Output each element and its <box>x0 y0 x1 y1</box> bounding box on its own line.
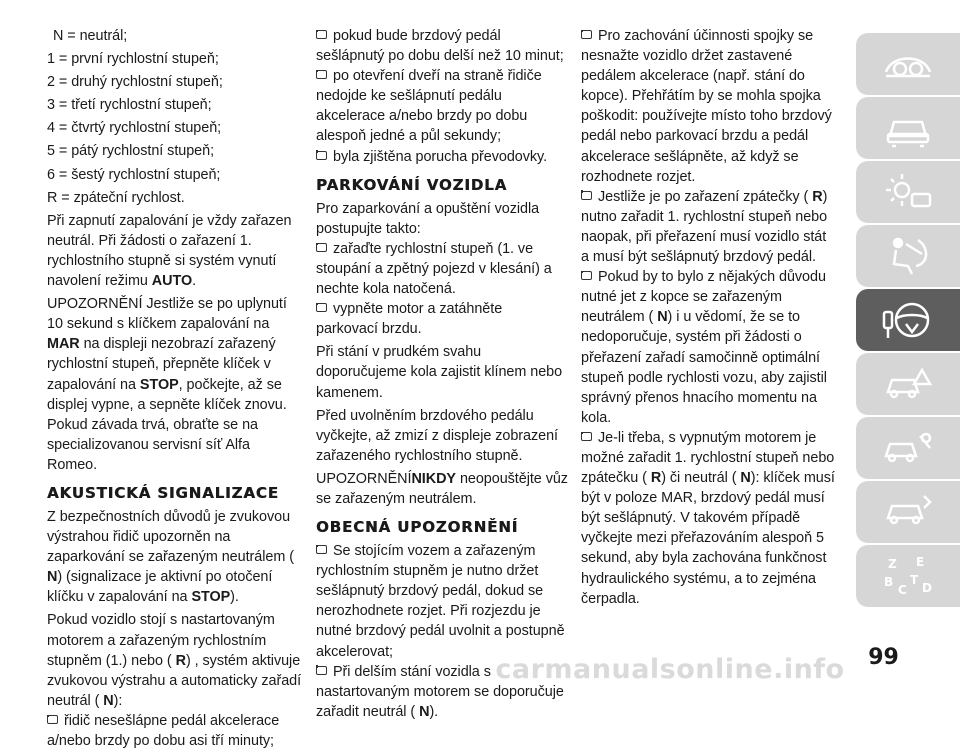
bullet-icon <box>316 70 327 79</box>
text: . <box>192 273 197 290</box>
bold-term: N <box>740 470 751 487</box>
tab-safety[interactable] <box>856 97 960 159</box>
tab-index[interactable] <box>856 545 960 607</box>
bullet-text: Jestliže je po zařazení zpátečky ( <box>598 188 813 205</box>
bullet-item <box>581 267 835 428</box>
bold-term: MAR <box>47 336 80 353</box>
page-number: 99 <box>868 645 899 670</box>
bullet-text: Pokud by to bylo z nějakých důvodu nutné jet z kopce se zařazeným neutrálem ( <box>581 269 826 326</box>
gear-list <box>47 26 302 208</box>
car-dashboard-icon <box>882 42 934 86</box>
bullet-text: Je-li třeba, s vypnutým motorem je možné zařadit 1. rychlostní stupeň nebo zpátečku ( <box>581 429 835 487</box>
bullet-text: vypněte motor a zatáhněte parkovací brzdu. <box>316 301 503 338</box>
gear-item: R = zpáteční rychlost. <box>47 189 185 206</box>
bullet-icon <box>316 303 327 312</box>
index-letter: B <box>884 575 894 589</box>
bullet-icon <box>316 545 327 554</box>
bold-term: N <box>657 309 668 326</box>
bullet-text: zařaďte rychlostní stupeň (1. ve stoupání a zpětný pojezd v klesání) a nechte kola natočená. <box>316 240 552 298</box>
car-breakdown-icon <box>882 362 934 406</box>
chapter-tabs <box>856 33 960 609</box>
text: UPOZORNĚNÍ <box>316 470 412 487</box>
text: ): <box>113 692 123 709</box>
tab-emergency[interactable] <box>856 353 960 415</box>
text: ) (signalizace je aktivní po otočení klíčku v zapalování na <box>47 569 273 606</box>
index-letters-icon <box>882 554 934 598</box>
airbag-seat-icon <box>882 234 934 278</box>
tab-dashboard[interactable] <box>856 33 960 95</box>
bullet-icon <box>581 30 592 39</box>
paragraph-ignition <box>47 211 302 291</box>
bold-term: N <box>103 692 114 709</box>
tab-technical-data[interactable] <box>856 481 960 543</box>
tab-airbag[interactable] <box>856 225 960 287</box>
bold-term: NIKDY <box>411 470 456 487</box>
index-letter: T <box>910 573 919 587</box>
bullet-item <box>316 239 568 299</box>
text: ) nutno zařadit 1. rychlostní stupeň nebo naopak, při přeřazení musí vozidlo stát a musí být sešlápnutý brzdový pedál. <box>581 188 828 266</box>
steering-wheel-key-icon <box>882 298 934 342</box>
bullet-text: pokud bude brzdový pedál sešlápnutý po dobu delší než 10 minut; <box>316 28 564 65</box>
gear-item: 2 = druhý rychlostní stupeň; <box>47 74 223 91</box>
text: ) či neutrál ( <box>661 470 741 487</box>
index-letter: D <box>922 581 932 595</box>
text: na displeji nezobrazí zařazený rychlostní stupeň, přepněte klíček v zapalování na <box>47 336 276 393</box>
text: ): klíček musí být v poloze MAR, brzdový pedál musí být sešlápnutý. V takovém případě vyčkejte mezi přeřazováním alespoň 5 sekund, aby byla zachována funkčnost hydraulického systému, a to zejména čerpadla. <box>581 470 835 607</box>
bullet-icon <box>47 715 58 724</box>
paragraph-engine-running <box>47 610 302 710</box>
technical-data-car-icon <box>882 490 934 534</box>
bullet-text: po otevření dveří na straně řidiče nedojde ke sešlápnutí pedálu akcelerace a/nebo brzdy po dobu alespoň jedné a půl sekundy; <box>316 68 542 145</box>
bullet-item <box>581 26 835 187</box>
text: ) , systém aktivuje zvukovou výstrahu a automaticky zařadí neutrál ( <box>47 652 302 709</box>
section-heading-parking: PARKOVÁNÍ VOZIDLA <box>316 175 508 194</box>
index-letter: Z <box>888 557 897 571</box>
text: Pokud vozidlo stojí s nastartovaným motorem a zařazeným rychlostním stupněm (1.) nebo ( <box>47 612 275 669</box>
bold-term: N <box>47 569 58 586</box>
bullet-item <box>316 66 568 146</box>
warning-lights-icon <box>882 170 934 214</box>
bullet-text: Při delším stání vozidla s nastartovaným motorem se doporučuje zařadit neutrál ( <box>316 663 564 720</box>
bullet-text: Pro zachování účinnosti spojky se nesnažte vozidlo držet zastavené pedálem akcelerace (např. stání do kopce). Přehřátím by se mohla spojka poškodit: používejte místo toho brzdový pedál nebo parkovací brzdu a pedál akcelerace sešlápněte, až když se rozhodnete rozjet. <box>581 28 832 185</box>
paragraph-safety <box>47 507 302 607</box>
gear-item: 3 = třetí rychlostní stupeň; <box>47 97 212 114</box>
bullet-text: Se stojícím vozem a zařazeným rychlostním stupněm je nutno držet sešlápnutý brzdový pedál, dokud se nerozhodnete rozjet. Při rozjezdu je nutné brzdový pedál uvolnit a postupně akcelerovat; <box>316 543 565 660</box>
section-heading-acoustic-signal: AKUSTICKÁ SIGNALIZACE <box>47 483 279 502</box>
bold-term: R <box>650 470 662 487</box>
bold-term: R <box>175 652 186 669</box>
paragraph-parking-intro: Pro zaparkování a opuštění vozidla postupujte takto: <box>316 200 540 237</box>
bullet-text: byla zjištěna porucha převodovky. <box>333 148 548 165</box>
paragraph-brake-release: Před uvolněním brzdového pedálu vyčkejte, až zmizí z displeje zobrazení zařazeného rychlostního stupně. <box>316 407 558 464</box>
bold-term: AUTO <box>151 273 193 290</box>
column-2 <box>316 26 568 722</box>
gear-item: N = neutrál; <box>53 28 128 44</box>
bullet-icon <box>581 271 592 280</box>
text: ). <box>429 703 439 720</box>
maintenance-car-icon <box>882 426 934 470</box>
bullet-item <box>581 187 835 267</box>
bullet-item <box>47 711 302 751</box>
text: ). <box>230 589 239 606</box>
index-letter: E <box>916 555 925 569</box>
bullet-item <box>316 26 568 66</box>
gear-item: 5 = pátý rychlostní stupeň; <box>47 143 215 160</box>
bullet-item <box>316 147 568 167</box>
bold-term: STOP <box>139 376 179 393</box>
gear-item: 4 = čtvrtý rychlostní stupeň; <box>47 120 222 137</box>
bullet-item <box>581 428 835 609</box>
tab-maintenance[interactable] <box>856 417 960 479</box>
bullet-item <box>316 299 568 339</box>
bold-term: R <box>812 188 823 205</box>
bullet-text: řidič nesešlápne pedál akcelerace a/nebo brzdy po dobu asi tří minuty; <box>47 712 280 749</box>
text: ) i u vědomí, že se to nedoporučuje, systém při žádosti o přeřazení zařadí samočinně optimální stupeň podle rychlosti vozu, aby zajistil správný přenos hnacího momentu na kola. <box>581 309 827 426</box>
bullet-icon <box>316 30 327 39</box>
column-1 <box>47 26 302 751</box>
gear-item: 6 = šestý rychlostní stupeň; <box>47 166 221 183</box>
bullet-icon <box>581 432 592 441</box>
index-letter: C <box>898 583 907 597</box>
tab-starting-driving[interactable] <box>856 289 960 351</box>
bullet-icon <box>316 666 327 675</box>
bullet-icon <box>316 151 327 160</box>
bullet-item <box>316 541 568 662</box>
section-heading-general-warnings: OBECNÁ UPOZORNĚNÍ <box>316 518 519 537</box>
text: , počkejte, až se displej vypne, a sepněte klíček znovu. Pokud závada trvá, obraťte se na specializovanou servisní síť Alfa Romeo. <box>47 376 287 473</box>
bold-term: N <box>419 703 430 720</box>
bullet-icon <box>581 191 592 200</box>
paragraph-steep-slope: Při stání v prudkém svahu doporučujeme kola zajistit klínem nebo kamenem. <box>316 344 563 401</box>
gear-item: 1 = první rychlostní stupeň; <box>47 51 219 68</box>
column-3 <box>581 26 835 609</box>
watermark: carmanualsonline.info <box>495 654 845 685</box>
car-front-icon <box>882 106 934 150</box>
bold-term: STOP <box>191 589 231 606</box>
paragraph-warning-display <box>47 294 302 475</box>
bullet-icon <box>316 243 327 252</box>
tab-warning-lights[interactable] <box>856 161 960 223</box>
paragraph-never-leave <box>316 469 568 509</box>
text: Při zapnutí zapalování je vždy zařazen neutrál. Při žádosti o zařazení 1. rychlostního stupně si systém vynutí navolení režimu <box>47 212 292 290</box>
text: neopouštějte vůz se zařazeným neutrálem. <box>316 470 568 507</box>
text: Z bezpečnostních důvodů je zvukovou výstrahou řidič upozorněn na zaparkování se zařazeným neutrálem ( <box>47 508 294 566</box>
text: UPOZORNĚNÍ Jestliže se po uplynutí 10 sekund s klíčkem zapalování na <box>47 296 287 333</box>
